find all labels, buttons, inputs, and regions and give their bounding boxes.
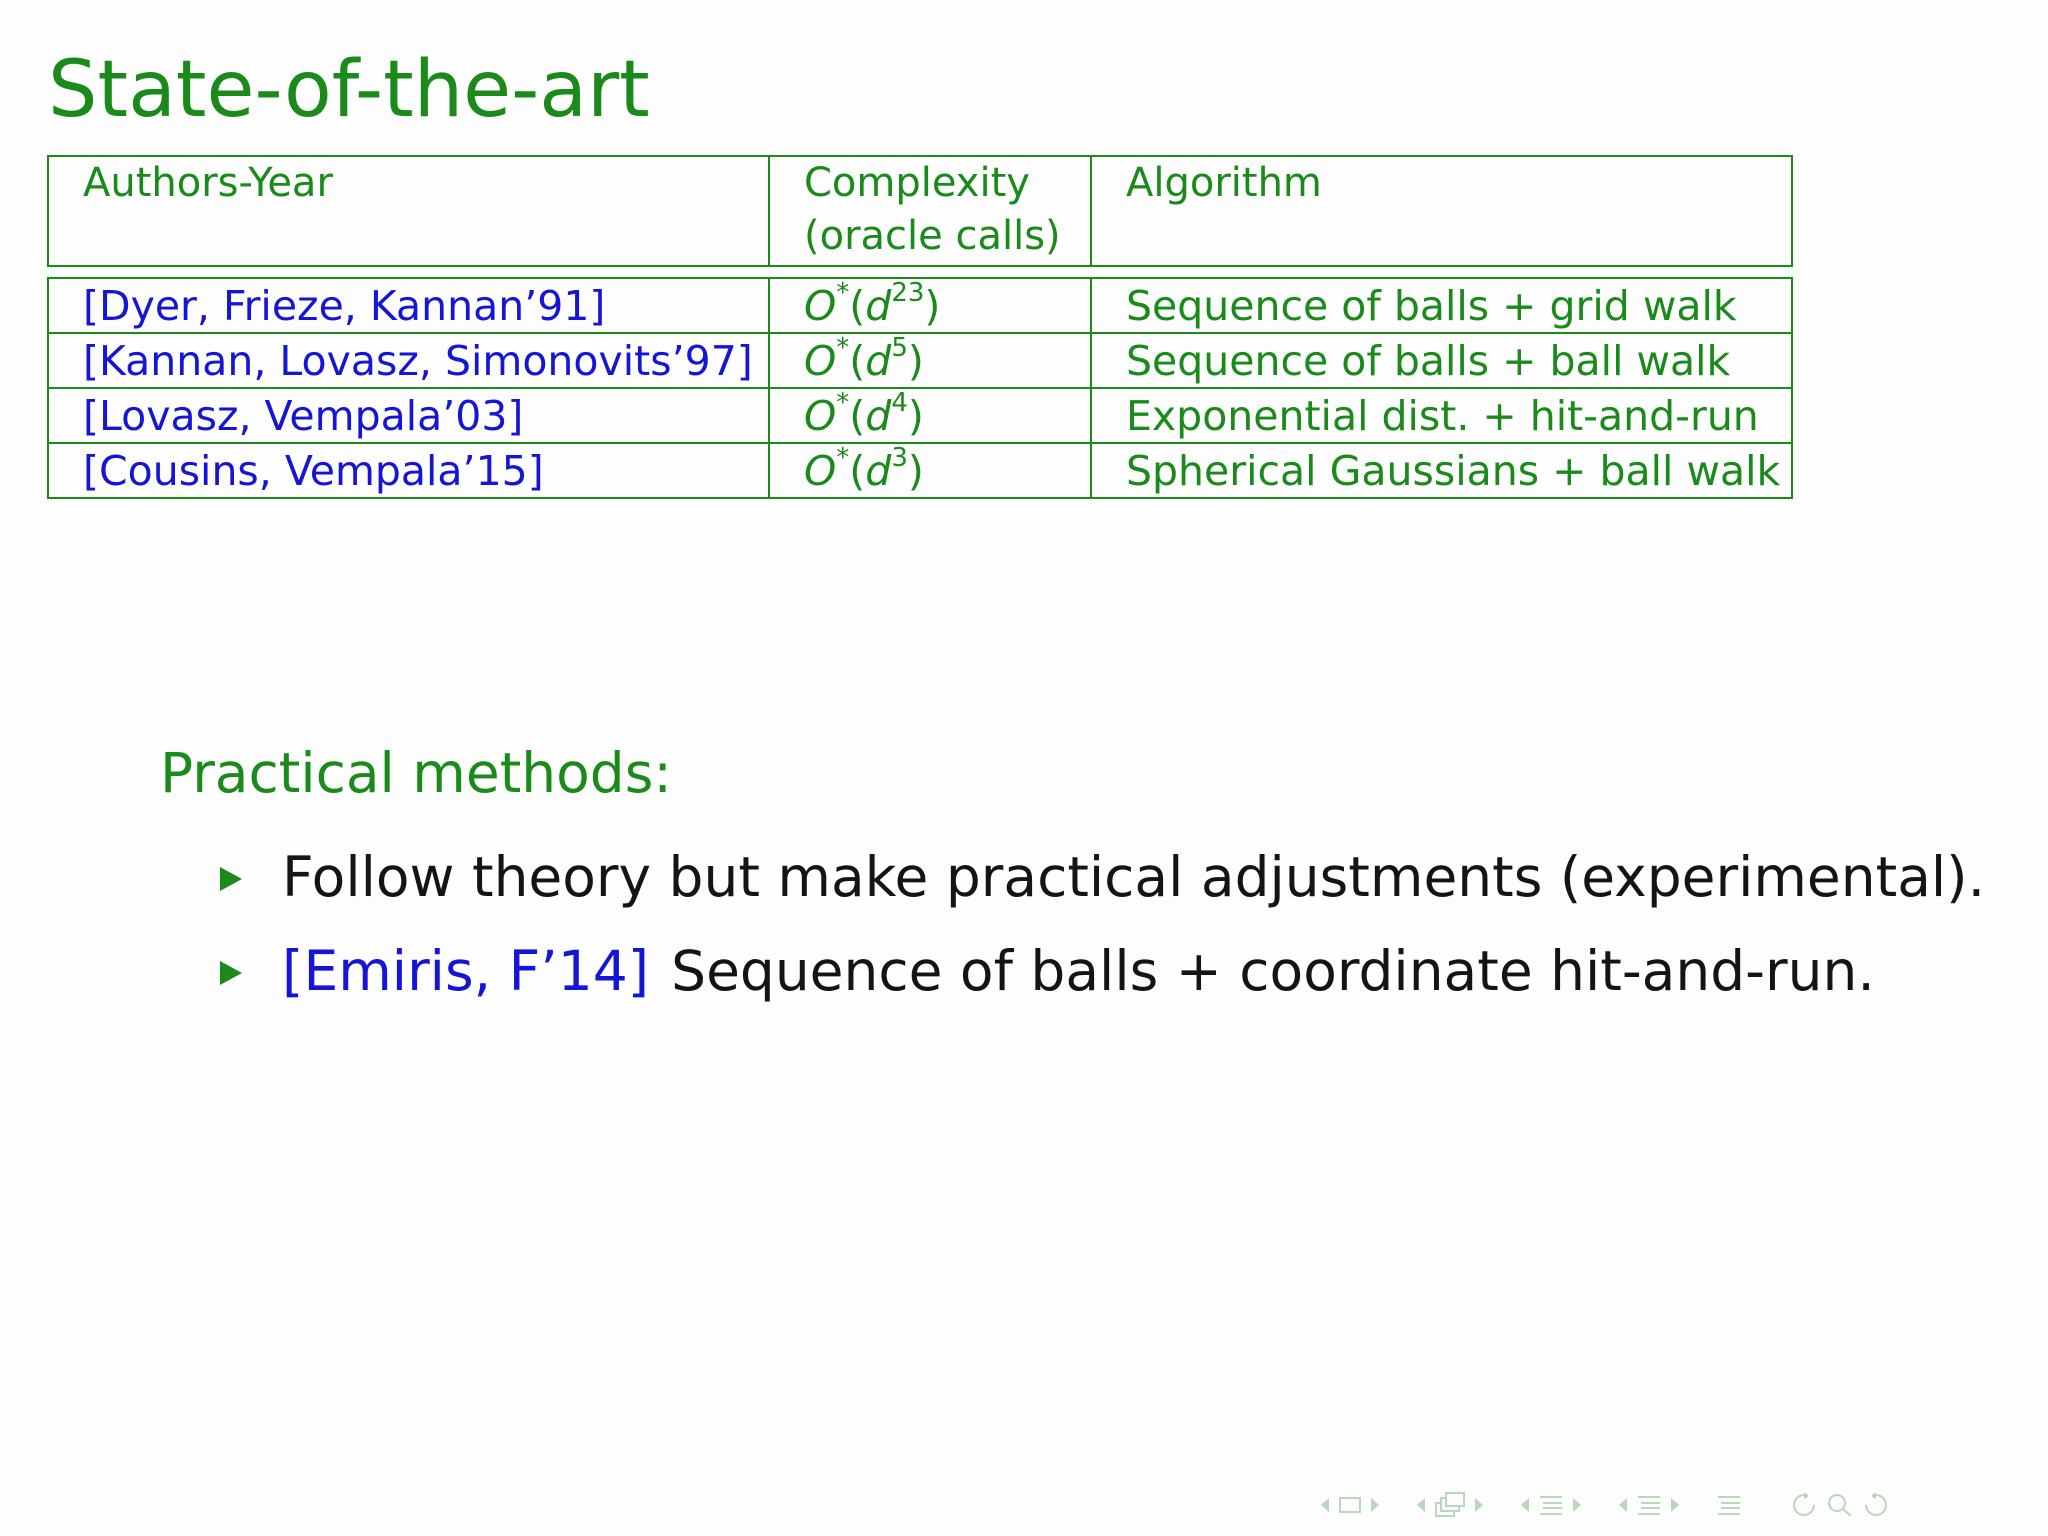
table-body [47,277,1793,499]
state-of-the-art-table [47,155,1793,499]
complexity-base: O [804,337,837,385]
bullet-text: Sequence of balls + coordinate hit-and-run. [671,939,1875,1003]
nav-prev-section-icon[interactable] [1520,1497,1530,1513]
nav-section-icon[interactable] [1636,1493,1662,1517]
row-complexity: $O^*(d^3)$ [770,444,1092,497]
row-complexity: $O^*(d^4)$ [770,389,1092,442]
row-complexity: $O^*(d^5)$ [770,334,1092,387]
table-header-row [47,155,1793,267]
nav-align-icon[interactable] [1716,1493,1742,1517]
header-complexity-line2: (oracle calls) [804,213,1061,259]
complexity-var: d [865,392,892,440]
nav-back-icon[interactable] [1790,1492,1818,1518]
row-authors: [Kannan, Lovasz, Simonovits’97] [49,334,770,387]
table-row [47,332,1793,389]
nav-next-section-icon[interactable] [1572,1497,1582,1513]
nav-forward-icon[interactable] [1862,1492,1890,1518]
nav-prev-subsection-icon[interactable] [1416,1497,1426,1513]
row-algorithm: Sequence of balls + grid walk [1126,282,1737,330]
table-row [47,387,1793,444]
practical-methods-heading: Practical methods: [160,741,672,805]
nav-subsection-icon[interactable] [1434,1491,1466,1519]
bullet-text: Follow theory but make practical adjustments (experimental). [282,845,1986,909]
complexity-exponent: 5 [891,334,908,364]
row-complexity: $O^*(d^{23})$ [770,279,1092,332]
slide-title: State-of-the-art [48,45,650,135]
complexity-var: d [865,337,892,385]
bullet-triangle-icon [220,961,242,985]
row-algorithm: Exponential dist. + hit-and-run [1126,392,1759,440]
nav-prev-section-icon[interactable] [1618,1497,1628,1513]
table-row [47,277,1793,334]
complexity-star: * [836,444,850,474]
complexity-base: O [804,392,837,440]
nav-next-subsection-icon[interactable] [1474,1497,1484,1513]
nav-search-icon[interactable] [1826,1492,1854,1518]
complexity-star: * [836,334,850,364]
bullet-citation[interactable]: [Emiris, F’14] [282,939,650,1003]
complexity-exponent: 23 [891,279,925,309]
list-item [220,924,1985,1018]
bullet-triangle-icon [220,867,242,891]
complexity-star: * [836,279,850,309]
nav-next-slide-icon[interactable] [1370,1497,1380,1513]
header-complexity-line1: Complexity [804,160,1030,206]
table-row [47,442,1793,499]
beamer-navigation-bar [1316,1488,1894,1522]
row-algorithm: Sequence of balls + ball walk [1126,337,1731,385]
complexity-var: d [865,282,892,330]
header-complexity [770,157,1092,265]
row-authors: [Cousins, Vempala’15] [49,444,770,497]
nav-frame-icon[interactable] [1338,1495,1362,1515]
row-algorithm: Spherical Gaussians + ball walk [1126,447,1781,495]
row-authors: [Lovasz, Vempala’03] [49,389,770,442]
nav-section-icon[interactable] [1538,1493,1564,1517]
list-item [220,830,1985,924]
practical-methods-list [220,830,1985,1018]
complexity-star: * [836,389,850,419]
complexity-var: d [865,447,892,495]
header-algorithm: Algorithm [1126,160,1322,206]
complexity-base: O [804,447,837,495]
nav-next-section-icon[interactable] [1670,1497,1680,1513]
complexity-base: O [804,282,837,330]
nav-prev-slide-icon[interactable] [1320,1497,1330,1513]
header-authors-year: Authors-Year [49,157,770,265]
complexity-exponent: 3 [891,444,908,474]
row-authors: [Dyer, Frieze, Kannan’91] [49,279,770,332]
complexity-exponent: 4 [891,389,908,419]
